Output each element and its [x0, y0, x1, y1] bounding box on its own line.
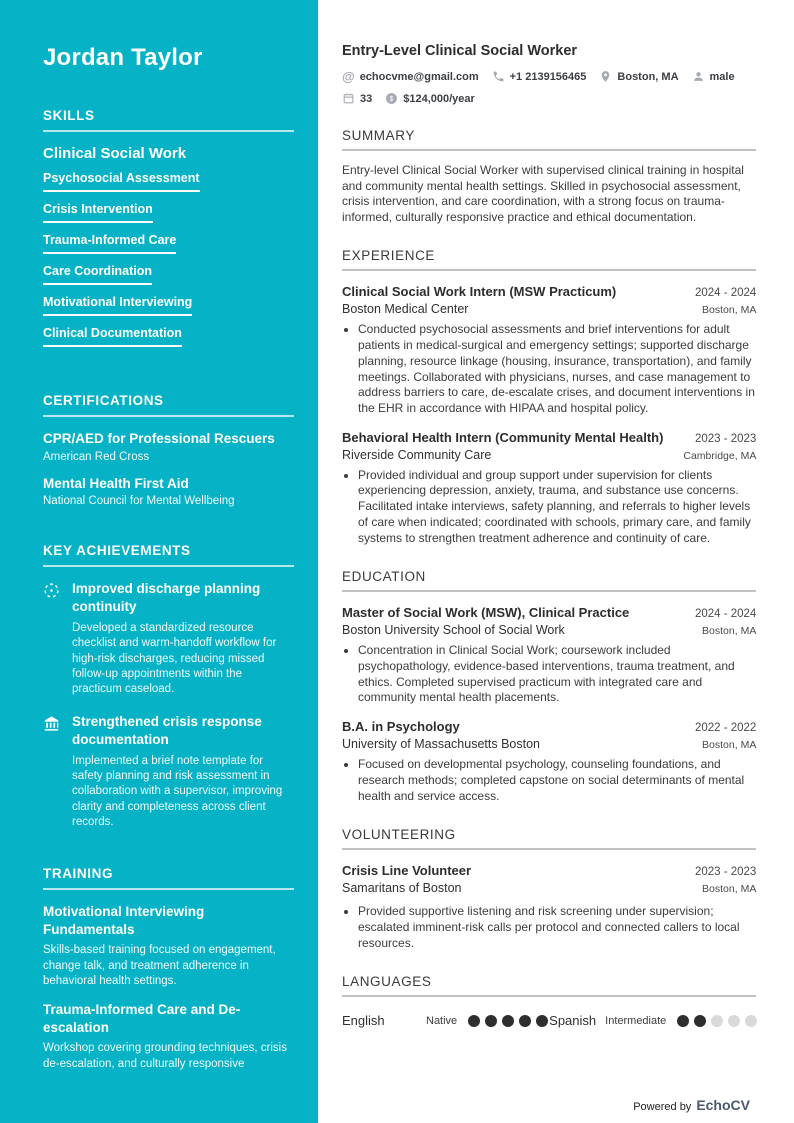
- summary-section: [342, 128, 756, 225]
- school-name: University of Massachusetts Boston: [342, 737, 540, 752]
- entry-bullet: • Provided individual and group support under supervision for clients experiencing depression, anxiety, trauma, and substance use concerns. Facilitated intake interviews, safety planning, and referrals to higher levels of care when indicated; coordinated with schools, primary care, and family systems to strengthen treatment adherence and continuity of care.: [358, 468, 756, 547]
- dot-filled: [519, 1015, 531, 1027]
- experience-entry: [342, 430, 756, 547]
- salary-coin-icon: [385, 92, 398, 105]
- education-entry: [342, 719, 756, 804]
- dot-filled: [502, 1015, 514, 1027]
- entry-dates: 2024 - 2024: [694, 287, 757, 300]
- languages-list: [342, 1013, 756, 1028]
- entry-head: [342, 719, 756, 734]
- achievement-title: Strengthened crisis response documentation: [72, 714, 262, 747]
- dot-filled: [677, 1015, 689, 1027]
- entry-company: Boston Medical Center: [342, 302, 469, 317]
- salary-contact: [385, 92, 475, 105]
- entry-subhead: [342, 448, 756, 462]
- languages-section: [342, 974, 756, 1028]
- languages-section-title: LANGUAGES: [342, 974, 432, 990]
- target-icon: [43, 582, 60, 697]
- location-contact: [599, 70, 678, 83]
- language-name: English: [342, 1013, 385, 1029]
- certification-issuer: American Red Cross: [43, 450, 150, 463]
- achievement-title: Improved discharge planning continuity: [72, 581, 261, 614]
- skill-item: Clinical Documentation: [43, 326, 182, 347]
- education-section: [342, 569, 756, 804]
- section-divider: [342, 149, 756, 151]
- footer: [633, 1097, 750, 1113]
- entry-dates: 2024 - 2024: [694, 608, 757, 621]
- skill-item: Care Coordination: [43, 264, 152, 285]
- achievement-body: [72, 580, 294, 697]
- section-divider: [43, 888, 294, 890]
- entry-head: [342, 605, 756, 620]
- entry-role: Behavioral Health Intern (Community Mental Health): [342, 429, 664, 445]
- entry-company: Riverside Community Care: [342, 447, 492, 462]
- age-contact: [342, 92, 372, 105]
- entry-dates: 2022 - 2022: [694, 722, 757, 735]
- skill-item: Trauma-Informed Care: [43, 233, 176, 254]
- entry-bullet: • Concentration in Clinical Social Work; coursework included psychopathology, evidence-based interventions, trauma treatment, and ethics. Completed supervised practicum with integrated care and community mental health placements.: [358, 643, 756, 706]
- gender-contact: [692, 70, 735, 83]
- section-divider: [43, 415, 294, 417]
- training-section: [43, 866, 294, 1072]
- volunteering-section: [342, 827, 756, 951]
- certification-name: Mental Health First Aid: [43, 475, 189, 491]
- training-item: [43, 903, 294, 989]
- skill-item: Crisis Intervention: [43, 202, 153, 223]
- degree-name: Master of Social Work (MSW), Clinical Practice: [342, 605, 630, 621]
- organization-name: Samaritans of Boston: [342, 881, 462, 896]
- skill-item: Psychosocial Assessment: [43, 171, 200, 192]
- language-proficiency-dots: [463, 1015, 548, 1027]
- skills-section-title: SKILLS: [43, 108, 95, 123]
- training-description: Workshop covering grounding techniques, crisis de-escalation, and culturally responsive: [43, 1042, 287, 1070]
- svg-text:$: $: [389, 95, 394, 103]
- entry-subhead: [342, 737, 756, 751]
- experience-entry: [342, 284, 756, 416]
- entry-location: Boston, MA: [702, 304, 757, 317]
- dot-empty: [745, 1015, 757, 1027]
- degree-name: B.A. in Psychology: [342, 719, 460, 735]
- section-divider: [43, 565, 294, 567]
- language-item: [342, 1013, 549, 1028]
- entry-bullets: [358, 468, 756, 547]
- entry-dates: 2023 - 2023: [694, 866, 757, 879]
- training-item: [43, 1001, 294, 1072]
- section-divider: [342, 269, 756, 271]
- location-value: Boston, MA: [617, 70, 679, 83]
- achievement-body: [72, 713, 294, 830]
- location-pin-icon: [599, 70, 612, 83]
- entry-bullets: [358, 757, 756, 804]
- phone-contact: [492, 70, 587, 83]
- phone-value: +1 2139156465: [509, 70, 587, 83]
- training-section-title: TRAINING: [43, 866, 114, 881]
- section-divider: [43, 130, 294, 132]
- certifications-section: [43, 393, 294, 507]
- powered-by-label: Powered by: [633, 1101, 692, 1113]
- contact-row: [342, 70, 756, 83]
- entry-head: [342, 863, 756, 878]
- dot-empty: [711, 1015, 723, 1027]
- entry-location: Cambridge, MA: [683, 449, 757, 462]
- entry-location: Boston, MA: [702, 883, 757, 896]
- candidate-name: Jordan Taylor: [43, 44, 203, 71]
- skills-list: [43, 171, 294, 357]
- entry-subhead: [342, 302, 756, 316]
- achievement-item: [43, 713, 294, 830]
- age-value: 33: [360, 92, 373, 105]
- entry-dates: 2023 - 2023: [694, 432, 757, 445]
- at-icon: @: [342, 69, 355, 84]
- entry-bullet: • Focused on developmental psychology, counseling foundations, and research methods; completed capstone on social determinants of mental health and service access.: [358, 757, 756, 804]
- section-divider: [342, 995, 756, 997]
- language-level: Intermediate: [605, 1014, 667, 1027]
- dot-filled: [694, 1015, 706, 1027]
- section-divider: [342, 590, 756, 592]
- salary-value: $124,000/year: [403, 92, 475, 105]
- entry-bullets: [358, 904, 756, 951]
- training-title: Motivational Interviewing Fundamentals: [43, 904, 205, 938]
- language-proficiency-dots: [672, 1015, 757, 1027]
- language-name: Spanish: [549, 1013, 597, 1029]
- skill-item: Motivational Interviewing: [43, 295, 192, 316]
- training-description: Skills-based training focused on engagement, change talk, and treatment adherence in behavioral health settings.: [43, 944, 276, 987]
- email-contact: [342, 70, 479, 83]
- contact-row: [342, 92, 756, 105]
- entry-role: Crisis Line Volunteer: [342, 863, 472, 879]
- achievement-description: Developed a standardized resource checklist and warm-handoff workflow for high-risk discharges, reducing missed follow-up appointments within the practicum caseload.: [72, 622, 277, 695]
- experience-section: [342, 248, 756, 546]
- training-title: Trauma-Informed Care and De-escalation: [43, 1001, 241, 1036]
- certification-name: CPR/AED for Professional Rescuers: [43, 431, 275, 446]
- entry-bullets: [358, 322, 756, 416]
- gender-value: male: [709, 70, 735, 83]
- certification-item: [43, 430, 294, 463]
- main-column: [318, 0, 794, 1123]
- summary-text: Entry-level Clinical Social Worker with supervised clinical training in hospital and community mental health settings. Skilled in psychosocial assessment, crisis intervention, and care coordination, with a strong focus on trauma-informed, culturally responsive practice and ethical documentation.: [342, 163, 744, 224]
- achievement-item: [43, 580, 294, 697]
- key-achievements-section-title: KEY ACHIEVEMENTS: [43, 543, 191, 559]
- dot-empty: [728, 1015, 740, 1027]
- email-value: echocvme@gmail.com: [359, 70, 479, 83]
- entry-bullet: • Provided supportive listening and risk screening under supervision; escalated imminent-risk calls per protocol and connected callers to local resources.: [358, 904, 756, 951]
- entry-role: Clinical Social Work Intern (MSW Practicum): [342, 284, 617, 300]
- certification-item: [43, 475, 294, 508]
- section-divider: [342, 848, 756, 850]
- achievement-description: Implemented a brief note template for safety planning and risk assessment in collaboration with a supervisor, improving clarity and completeness across client records.: [72, 755, 283, 828]
- dot-filled: [468, 1015, 480, 1027]
- entry-location: Boston, MA: [702, 739, 757, 752]
- education-section-title: EDUCATION: [342, 569, 426, 585]
- skill-item: Clinical Social Work: [43, 145, 187, 162]
- entry-location: Boston, MA: [702, 625, 757, 638]
- phone-icon: [492, 70, 505, 83]
- bank-icon: [43, 715, 60, 830]
- language-item: [549, 1013, 756, 1028]
- key-achievements-section: [43, 543, 294, 830]
- experience-section-title: EXPERIENCE: [342, 248, 436, 264]
- volunteering-section-title: VOLUNTEERING: [342, 827, 456, 843]
- entry-head: [342, 430, 756, 445]
- entry-bullet: • Conducted psychosocial assessments and brief interventions for adult patients in medical-surgical and emergency settings; supported discharge planning, resource linkage (housing, insurance, transportation), and family meetings. Collaborated with physicians, nurses, and case management to address barriers to care, de-escalate crises, and document interventions in the EHR in accordance with HIPAA and hospital policy.: [358, 322, 756, 416]
- certification-issuer: National Council for Mental Wellbeing: [43, 495, 235, 508]
- school-name: Boston University School of Social Work: [342, 623, 565, 638]
- entry-subhead: [342, 623, 756, 637]
- education-entry: [342, 605, 756, 706]
- skills-section: [43, 108, 294, 357]
- dot-filled: [485, 1015, 497, 1027]
- person-icon: [692, 70, 705, 83]
- calendar-icon: [342, 92, 355, 105]
- entry-bullets: [358, 643, 756, 706]
- echocv-brand-link[interactable]: EchoCV: [696, 1097, 750, 1113]
- entry-head: [342, 284, 756, 299]
- certifications-section-title: CERTIFICATIONS: [43, 393, 164, 408]
- job-title: Entry-Level Clinical Social Worker: [342, 43, 578, 59]
- sidebar: [0, 0, 318, 1123]
- entry-subhead: [342, 881, 756, 895]
- summary-section-title: SUMMARY: [342, 128, 415, 143]
- language-level: Native: [426, 1014, 458, 1027]
- volunteering-entry: [342, 863, 756, 951]
- dot-filled: [536, 1015, 548, 1027]
